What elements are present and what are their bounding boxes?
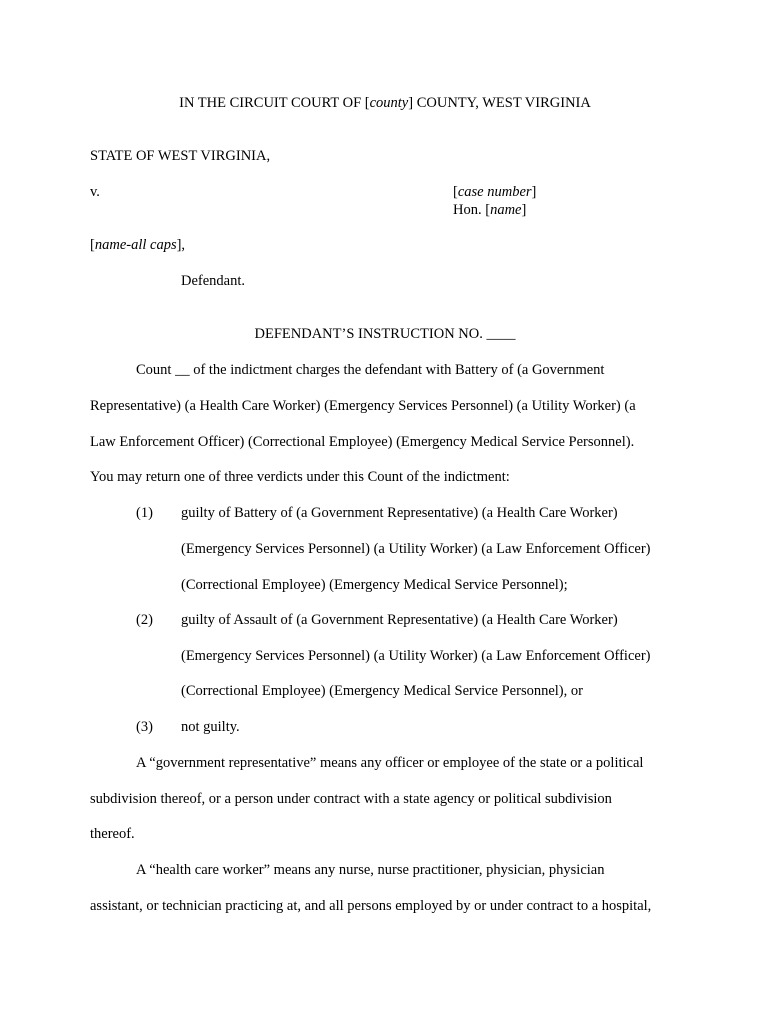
paragraph-line: Law Enforcement Officer) (Correctional Employee) (Emergency Medical Service Personnel). <box>90 434 635 450</box>
verdict-line: guilty of Battery of (a Government Representative) (a Health Care Worker) <box>181 505 618 521</box>
plaintiff-name: STATE OF WEST VIRGINIA, <box>90 148 271 164</box>
county-placeholder: county <box>369 95 409 111</box>
paragraph-line: Count __ of the indictment charges the defendant with Battery of (a Government <box>136 362 605 378</box>
verdict-line: (Correctional Employee) (Emergency Medical Service Personnel); <box>181 577 568 593</box>
judge-name-placeholder: name <box>490 202 522 218</box>
case-number: [case number] <box>453 184 537 200</box>
versus-label: v. <box>90 184 100 200</box>
defendant-name: [name-all caps], <box>90 237 186 253</box>
court-heading: IN THE CIRCUIT COURT OF [county] COUNTY, WEST VIRGINIA <box>179 95 591 111</box>
verdict-line: guilty of Assault of (a Government Representative) (a Health Care Worker) <box>181 612 618 628</box>
instruction-title: DEFENDANT’S INSTRUCTION NO. ____ <box>254 326 516 342</box>
paragraph-line: Representative) (a Health Care Worker) (Emergency Services Personnel) (a Utility Worker) (a <box>90 398 636 414</box>
verdict-number: (1) <box>136 505 153 521</box>
paragraph-line: A “health care worker” means any nurse, nurse practitioner, physician, physician <box>136 862 605 878</box>
verdict-number: (2) <box>136 612 153 628</box>
verdict-number: (3) <box>136 719 153 735</box>
paragraph-line: You may return one of three verdicts under this Count of the indictment: <box>90 469 510 485</box>
verdict-line: not guilty. <box>181 719 240 735</box>
case-number-placeholder: case number <box>457 184 532 200</box>
defendant-name-placeholder: name-all caps <box>94 237 177 253</box>
verdict-line: (Correctional Employee) (Emergency Medical Service Personnel), or <box>181 683 583 699</box>
judge-name: Hon. [name] <box>453 202 527 218</box>
verdict-line: (Emergency Services Personnel) (a Utility Worker) (a Law Enforcement Officer) <box>181 541 651 557</box>
paragraph-line: assistant, or technician practicing at, and all persons employed by or under contract to a hospital, <box>90 898 652 914</box>
verdict-line: (Emergency Services Personnel) (a Utility Worker) (a Law Enforcement Officer) <box>181 648 651 664</box>
paragraph-line: thereof. <box>90 826 135 842</box>
defendant-role: Defendant. <box>181 273 246 289</box>
paragraph-line: subdivision thereof, or a person under contract with a state agency or political subdivision <box>90 791 612 807</box>
paragraph-line: A “government representative” means any officer or employee of the state or a political <box>136 755 644 771</box>
